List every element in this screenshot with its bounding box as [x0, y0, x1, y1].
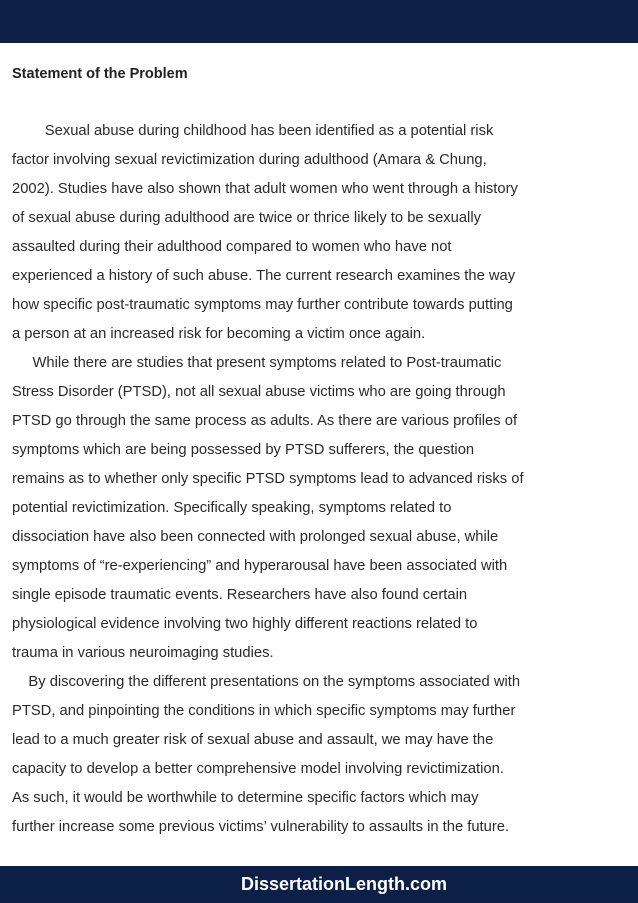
paragraph-line: lead to a much greater risk of sexual abuse and assault, we may have the: [12, 732, 494, 748]
paragraph-line: experienced a history of such abuse. The current research examines the way: [12, 268, 516, 284]
body-paragraph: [12, 349, 628, 668]
paragraph-line: While there are studies that present symptoms related to Post-traumatic: [12, 355, 502, 371]
paragraph-line: factor involving sexual revictimization during adulthood (Amara & Chung,: [12, 152, 487, 168]
paragraph-line: symptoms which are being possessed by PTSD sufferers, the question: [12, 442, 475, 458]
footer-site-name: DissertationLength.com: [240, 874, 448, 894]
paragraph-line: PTSD, and pinpointing the conditions in which specific symptoms may further: [12, 703, 516, 719]
paragraph-line: PTSD go through the same process as adults. As there are various profiles of: [12, 413, 518, 429]
paragraph-line: of sexual abuse during adulthood are twice or thrice likely to be sexually: [12, 210, 481, 226]
paragraph-line: a person at an increased risk for becoming a victim once again.: [12, 326, 426, 342]
paragraph-line: assaulted during their adulthood compared to women who have not: [12, 239, 452, 255]
paragraph-line: Sexual abuse during childhood has been identified as a potential risk: [12, 123, 494, 139]
footer-banner: [0, 866, 638, 903]
body-paragraph: [12, 668, 628, 842]
paragraph-line: trauma in various neuroimaging studies.: [12, 645, 274, 661]
paragraph-line: single episode traumatic events. Researchers have also found certain: [12, 587, 468, 603]
paragraph-line: capacity to develop a better comprehensive model involving revictimization.: [12, 761, 504, 777]
paragraph-line: Stress Disorder (PTSD), not all sexual abuse victims who are going through: [12, 384, 506, 400]
paragraph-line: further increase some previous victims’ vulnerability to assaults in the future.: [12, 819, 510, 835]
heading-spacer: [12, 89, 628, 117]
paragraph-line: symptoms of “re-experiencing” and hyperarousal have been associated with: [12, 558, 508, 574]
paragraph-line: remains as to whether only specific PTSD symptoms lead to advanced risks of: [12, 471, 524, 487]
paragraph-line: potential revictimization. Specifically speaking, symptoms related to: [12, 500, 452, 516]
paragraph-line: As such, it would be worthwhile to determine specific factors which may: [12, 790, 479, 806]
paragraph-line: how specific post-traumatic symptoms may further contribute towards putting: [12, 297, 513, 313]
top-banner: [0, 0, 638, 43]
paragraph-line: dissociation have also been connected with prolonged sexual abuse, while: [12, 529, 499, 545]
section-heading: Statement of the Problem: [12, 66, 188, 82]
body-paragraph: [12, 117, 628, 349]
paragraph-line: By discovering the different presentations on the symptoms associated with: [12, 674, 521, 690]
paragraph-container: [12, 117, 628, 842]
paragraph-line: 2002). Studies have also shown that adult women who went through a history: [12, 181, 518, 197]
document-body: [12, 59, 628, 842]
paragraph-line: physiological evidence involving two highly different reactions related to: [12, 616, 478, 632]
